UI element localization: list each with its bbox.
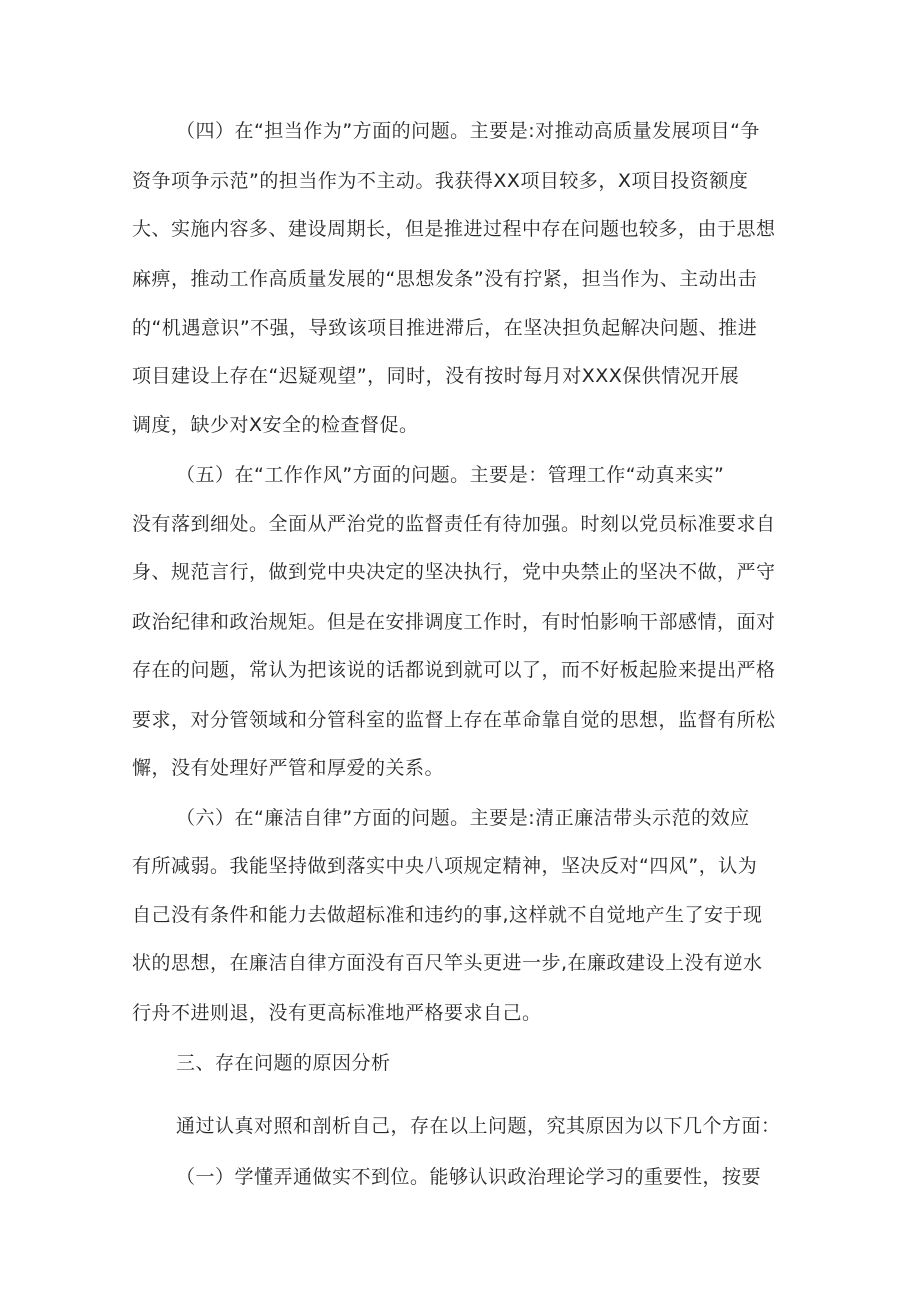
paragraph-5-line-2: 没有落到细处。全面从严治党的监督责任有待加强。时刻以党员标准要求自	[132, 513, 776, 535]
paragraph-4-line-2: 资争项争示范”的担当作为不主动。我获得XX项目较多，X项目投资额度	[132, 170, 749, 192]
paragraph-6-line-3: 自己没有条件和能力去做超标准和违约的事,这样就不自觉地产生了安于现	[132, 904, 763, 926]
subsection-1-line-1: （一）学懂弄通做实不到位。能够认识政治理论学习的重要性，按要	[176, 1166, 762, 1188]
intro-line: 通过认真对照和剖析自己，存在以上问题，究其原因为以下几个方面：	[176, 1115, 781, 1137]
paragraph-5-line-3: 身、规范言行，做到党中央决定的坚决执行，党中央禁止的坚决不做，严守	[132, 561, 776, 583]
paragraph-6-line-2: 有所减弱。我能坚持做到落实中央八项规定精神，坚决反对“四风”，认为	[132, 855, 758, 877]
paragraph-4-line-3: 大、实施内容多、建设周期长，但是推进过程中存在问题也较多，由于思想	[132, 218, 776, 240]
paragraph-5-line-5: 存在的问题，常认为把该说的话都说到就可以了，而不好板起脸来提出严格	[132, 659, 776, 681]
paragraph-5-line-7: 懈，没有处理好严管和厚爱的关系。	[132, 757, 445, 779]
section-heading: 三、存在问题的原因分析	[176, 1052, 391, 1074]
paragraph-5-line-4: 政治纪律和政治规矩。但是在安排调度工作时，有时怕影响干部感情，面对	[132, 611, 776, 633]
paragraph-4-line-6: 项目建设上存在“迟疑观望”，同时，没有按时每月对XXX保供情况开展	[132, 365, 740, 387]
paragraph-4-line-1: （四）在“担当作为”方面的问题。主要是:对推动高质量发展项目“争	[176, 120, 760, 142]
paragraph-6-line-4: 状的思想，在廉洁自律方面没有百尺竿头更进一步,在廉政建设上没有逆水	[132, 952, 763, 974]
paragraph-4-line-4: 麻痹，推动工作高质量发展的“思想发条”没有拧紧，担当作为、主动出击	[132, 268, 758, 290]
paragraph-5-line-1: （五）在“工作作风”方面的问题。主要是：管理工作“动真来实”	[176, 464, 725, 486]
paragraph-4-line-7: 调度，缺少对X安全的检查督促。	[132, 414, 419, 436]
paragraph-4-line-5: 的“机遇意识”不强，导致该项目推进滞后，在坚决担负起解决问题、推进	[132, 317, 758, 339]
paragraph-6-line-5: 行舟不进则退，没有更高标准地严格要求自己。	[132, 1002, 542, 1024]
paragraph-6-line-1: （六）在“廉洁自律”方面的问题。主要是:清正廉洁带头示范的效应	[176, 807, 750, 829]
paragraph-5-line-6: 要求，对分管领域和分管科室的监督上存在革命靠自觉的思想，监督有所松	[132, 709, 776, 731]
